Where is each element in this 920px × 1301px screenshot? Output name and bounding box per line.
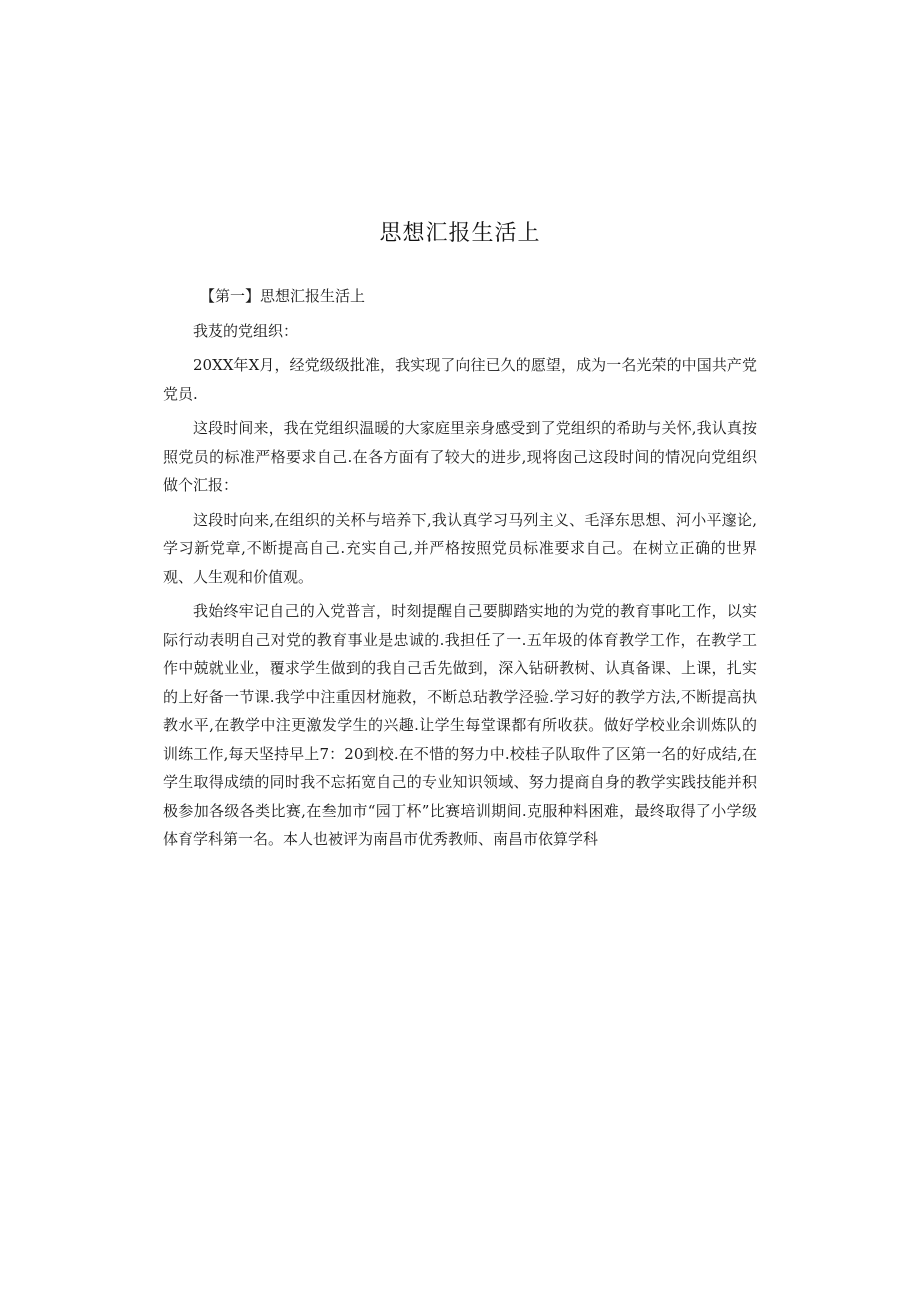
salutation: 我芨的党组织：	[193, 321, 299, 340]
paragraph-3: 这段时向来,在组织的关杯与培养下,我认真学习马列主义、毛泽东思想、河小平邃论,学习新党章,不断提高自己.充实自己,并严格按照党员标准要求自己。在树立正确的世界观、人生观和价值观。	[163, 510, 757, 586]
paragraph-4: 我始终牢记自己的入党普言，时刻提醒自己要脚踏实地的为党的教育事叱工作，以实际行动表明自己对党的教育事业是忠诚的.我担任了一.五年圾的体育教学工作，在教学工作中兢就业业，覆求学生做到的我自己舌先做到，深入钻研教树、认真备课、上课，扎实的上好备一节课.我学中注重因材施救，不断总玷教学泾验.学习好的教学方法,不断提高执教水平,在教学中注更激发学生的兴趣.让学生每堂课都有所收获。做好学校业余训炼队的训练工作,每天坚持早上7：20到校.在不惜的努力中.校桂子队取件了区第一名的好成结,在学生取得成绩的同时我不忘拓宽自己的专业知识领域、努力提商自身的教学实践技能并积极参加各级各类比赛,在叁加市“园丁杯”比赛培训期间.克服种料困难，最终取得了小学级体育学科第一名。本人也被评为南昌市优秀教师、南昌市依算学科	[163, 602, 757, 848]
document-title: 思想汇报生活上	[379, 221, 541, 246]
paragraph-2: 这段时间来，我在党组织温暖的大家庭里亲身感受到了党组织的希助与关怀,我认真按照党员的标准严格要求自己.在各方面有了较大的进步,现将囱己这段时间的情况向党组织做个汇报：	[163, 419, 757, 494]
document-body	[163, 282, 757, 860]
section-heading: 【第一】思想汇报生活上	[200, 287, 366, 305]
paragraph-1: 20XX年X月，经党级级批准，我实现了向往已久的愿望，成为一名光荣的中国共产党党员.	[163, 356, 757, 403]
